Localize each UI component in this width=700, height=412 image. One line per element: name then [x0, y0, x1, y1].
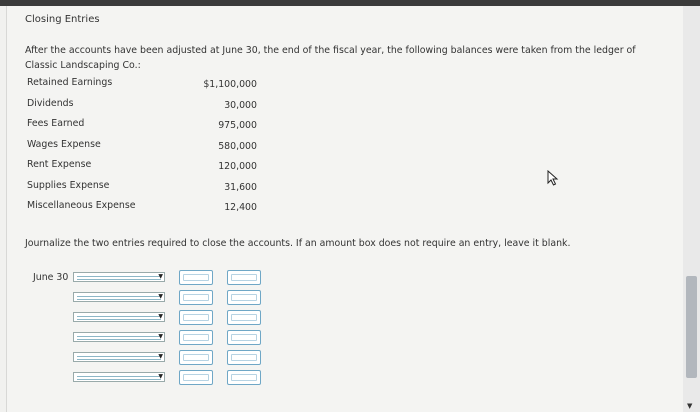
account-name: Supplies Expense	[27, 179, 110, 191]
debit-amount-input[interactable]	[179, 290, 213, 305]
account-name: Fees Earned	[27, 118, 85, 129]
ledger-row	[27, 96, 257, 117]
page-title: Closing Entries	[25, 14, 100, 25]
account-amount: 120,000	[218, 161, 257, 172]
ledger-row	[27, 178, 257, 199]
journal-entry-row	[73, 270, 273, 286]
journal-entry-row	[73, 290, 273, 306]
scrollbar-thumb[interactable]	[686, 276, 697, 378]
journal-entry-row	[73, 370, 273, 386]
account-amount: 30,000	[224, 99, 257, 111]
chevron-down-icon: ▼	[158, 373, 163, 380]
credit-amount-input[interactable]	[227, 290, 261, 305]
account-amount: 31,600	[224, 181, 257, 193]
chevron-down-icon: ▼	[158, 293, 163, 300]
debit-amount-input[interactable]	[179, 330, 213, 345]
credit-amount-input[interactable]	[227, 330, 261, 345]
account-dropdown[interactable]	[73, 272, 165, 282]
account-amount: 975,000	[218, 120, 257, 131]
scroll-down-arrow-icon[interactable]: ▼	[687, 402, 693, 410]
instruction-text: Journalize the two entries required to close the accounts. If an amount box does not require an entry, leave it blank.	[25, 238, 571, 249]
account-dropdown[interactable]	[73, 352, 165, 362]
credit-amount-input[interactable]	[227, 350, 261, 365]
debit-amount-input[interactable]	[179, 370, 213, 385]
account-amount: 12,400	[224, 202, 257, 213]
journal-entry-row	[73, 350, 273, 366]
debit-amount-input[interactable]	[179, 270, 213, 285]
ledger-row	[27, 157, 257, 178]
debit-amount-input[interactable]	[179, 310, 213, 325]
account-name: Dividends	[27, 97, 74, 109]
account-dropdown[interactable]	[73, 292, 165, 302]
account-dropdown[interactable]	[73, 372, 165, 382]
account-name: Miscellaneous Expense	[27, 200, 136, 211]
account-name: Wages Expense	[27, 138, 101, 150]
chevron-down-icon: ▼	[158, 333, 163, 340]
problem-intro: After the accounts have been adjusted at June 30, the end of the fiscal year, the following balances were taken from the ledger of Classic Landscaping Co.:	[25, 45, 636, 71]
journal-entry-row	[73, 310, 273, 326]
ledger-row	[27, 198, 257, 219]
journal-entry-row	[73, 330, 273, 346]
credit-amount-input[interactable]	[227, 270, 261, 285]
chevron-down-icon: ▼	[158, 273, 163, 280]
account-name: Rent Expense	[27, 159, 92, 170]
journal-date-label: June 30	[33, 272, 69, 283]
chevron-down-icon: ▼	[158, 353, 163, 360]
account-dropdown[interactable]	[73, 312, 165, 322]
ledger-row	[27, 137, 257, 158]
credit-amount-input[interactable]	[227, 310, 261, 325]
ledger-row	[27, 75, 257, 96]
ledger-balances-table	[27, 75, 257, 219]
vertical-scrollbar[interactable]	[683, 6, 700, 412]
account-name: Retained Earnings	[27, 77, 113, 88]
question-panel	[6, 6, 683, 412]
chevron-down-icon: ▼	[158, 313, 163, 320]
debit-amount-input[interactable]	[179, 350, 213, 365]
account-amount: 580,000	[218, 140, 257, 152]
ledger-row	[27, 116, 257, 137]
mouse-pointer-icon	[547, 170, 561, 186]
credit-amount-input[interactable]	[227, 370, 261, 385]
account-dropdown[interactable]	[73, 332, 165, 342]
account-amount: $1,100,000	[203, 79, 257, 90]
